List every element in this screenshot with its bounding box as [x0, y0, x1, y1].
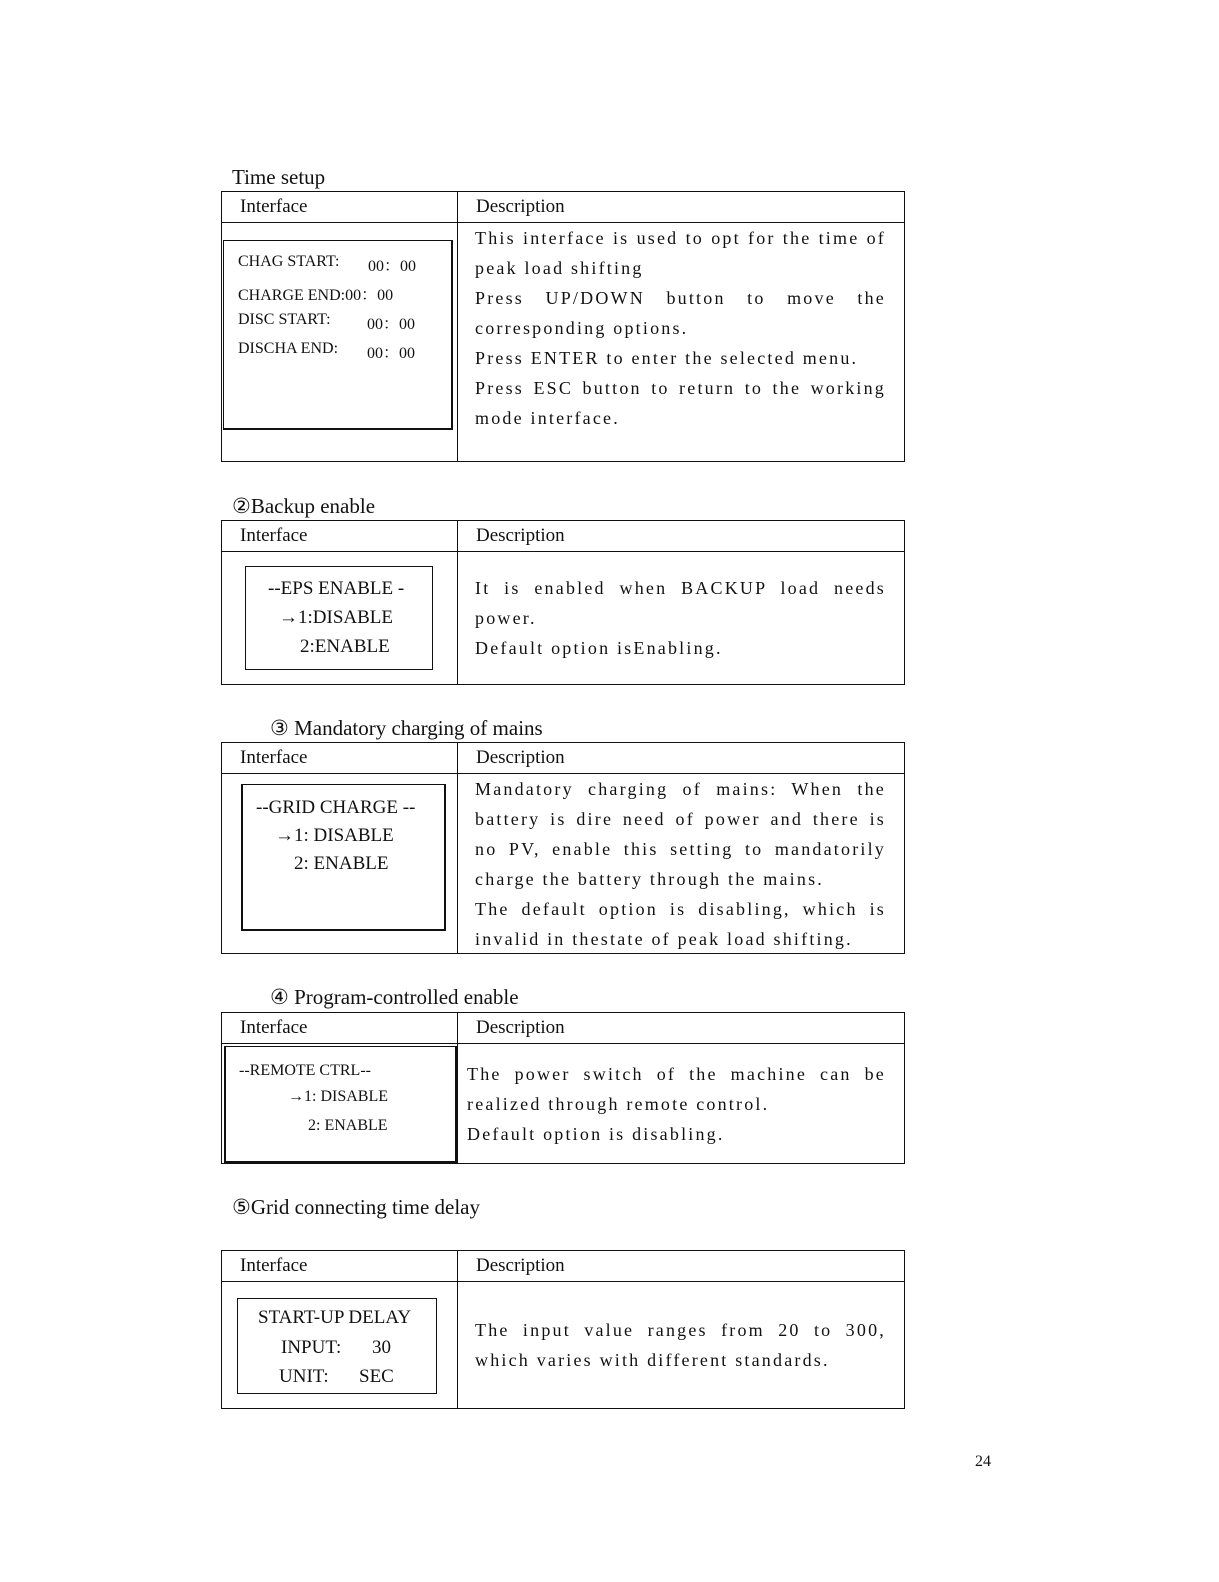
screen-line: --REMOTE CTRL-- [239, 1062, 371, 1079]
table-grid-delay [221, 1250, 905, 1409]
remote-ctrl-screen [224, 1046, 457, 1163]
screen-line: --GRID CHARGE -- [256, 797, 416, 818]
screen-value: 00：00 [367, 316, 416, 333]
section-title-mandatory-charging: ③ Mandatory charging of mains [270, 716, 543, 740]
description-header: Description [476, 747, 565, 768]
description-header: Description [476, 196, 565, 217]
screen-line: --EPS ENABLE - [268, 578, 405, 599]
description-text: This interface is used to opt for the time of peak load shifting Press UP/DOWN button to move the corresponding options. Press ENTER to enter the selected menu. Press ESC button to return to the working mode interface. [475, 228, 886, 428]
screen-line: DISC START: [238, 311, 331, 328]
screen-value: 30 [372, 1337, 391, 1358]
screen-line: 2:ENABLE [300, 636, 390, 657]
description-header: Description [476, 1017, 565, 1038]
startup-delay-screen [237, 1298, 437, 1394]
interface-header: Interface [240, 1017, 308, 1038]
screen-line: UNIT: [279, 1366, 329, 1387]
interface-header: Interface [240, 525, 308, 546]
screen-value: SEC [359, 1366, 394, 1387]
grid-charge-screen [241, 784, 446, 931]
section-title-grid-delay: ⑤Grid connecting time delay [232, 1195, 481, 1219]
screen-line: START-UP DELAY [258, 1307, 412, 1328]
screen-line: INPUT: [281, 1337, 342, 1358]
screen-line: →1: DISABLE [275, 825, 394, 846]
interface-header: Interface [240, 747, 308, 768]
screen-line: CHAG START: [238, 253, 340, 270]
table-backup-enable [221, 520, 905, 685]
description-text: The power switch of the machine can be realized through remote control. Default option is disabling. [467, 1064, 886, 1144]
table-time-setup [221, 191, 905, 462]
screen-line: →1: DISABLE [288, 1088, 388, 1105]
screen-line: CHARGE END:00：00 [238, 287, 394, 304]
description-header: Description [476, 1255, 565, 1276]
description-text: It is enabled when BACKUP load needs power. Default option isEnabling. [475, 578, 886, 658]
section-title-backup-enable: ②Backup enable [232, 494, 376, 518]
screen-line: 2: ENABLE [294, 853, 389, 874]
screen-value: 00：00 [367, 345, 416, 362]
interface-header: Interface [240, 1255, 308, 1276]
table-program-controlled [221, 1012, 905, 1164]
time-setup-screen [223, 240, 453, 430]
page-number: 24 [975, 1453, 991, 1470]
interface-header: Interface [240, 196, 308, 217]
description-header: Description [476, 525, 565, 546]
table-mandatory-charging [221, 742, 905, 954]
screen-line: 2: ENABLE [308, 1117, 388, 1134]
screen-line: DISCHA END: [238, 340, 339, 357]
screen-line: →1:DISABLE [279, 607, 393, 628]
screen-value: 00：00 [368, 258, 417, 275]
description-text: Mandatory charging of mains: When the battery is dire need of power and there is no PV, enable this setting to mandatorily charge the battery through the mains. The default option is disabling, which is invalid in thestate of peak load shifting. [475, 779, 886, 949]
description-text: The input value ranges from 20 to 300, which varies with different standards. [475, 1320, 886, 1370]
section-title-time-setup: Time setup [232, 165, 326, 189]
eps-enable-screen [245, 566, 433, 670]
section-title-program-controlled: ④ Program-controlled enable [270, 985, 519, 1009]
